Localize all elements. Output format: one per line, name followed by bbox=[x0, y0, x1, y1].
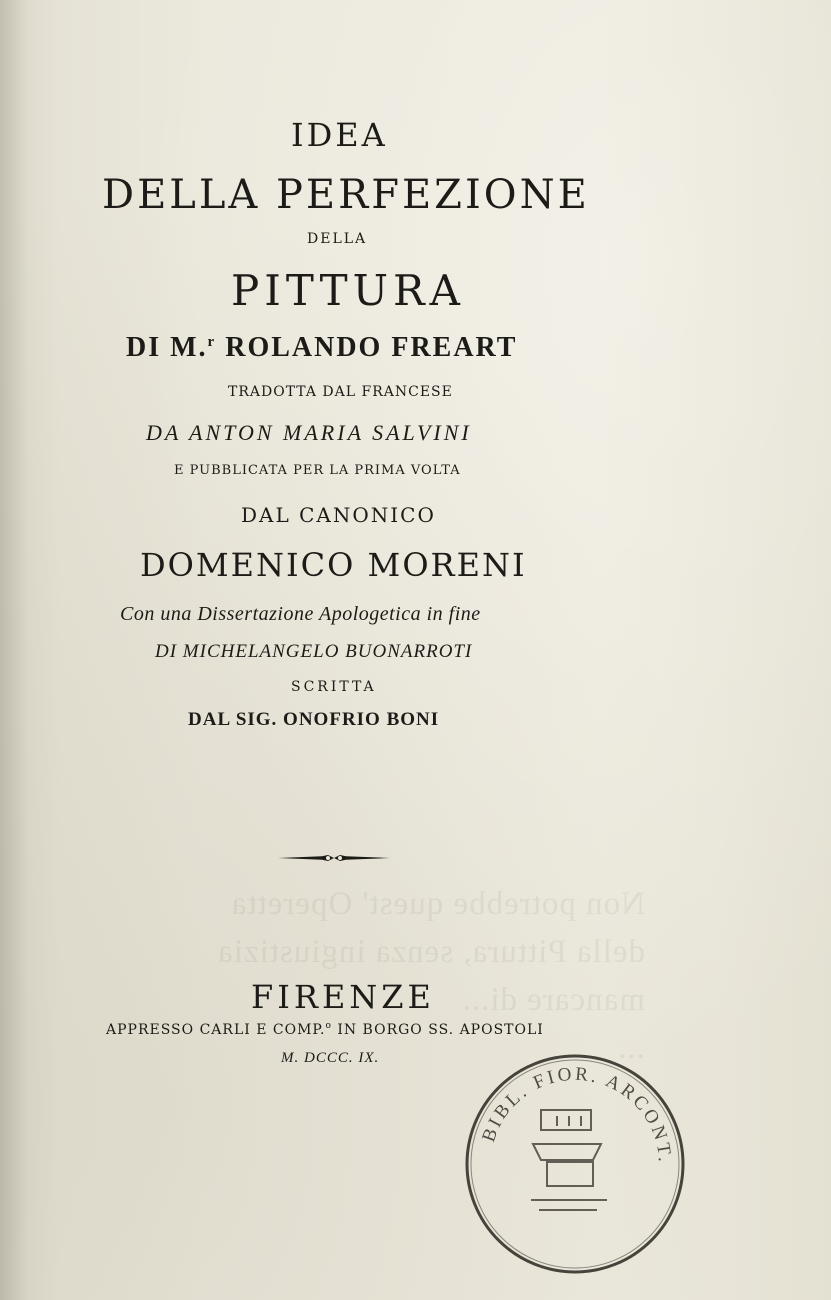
author-prefix: DI M. bbox=[126, 332, 208, 363]
bleed-line: ... bbox=[617, 1030, 645, 1066]
stamp-emblem-icon bbox=[531, 1110, 607, 1210]
title-line-perfezione: DELLA PERFEZIONE bbox=[102, 172, 590, 218]
author-sup: r bbox=[207, 334, 217, 350]
dissertation-line: Con una Dissertazione Apologetica in fine bbox=[120, 603, 481, 625]
stamp-text: BIBL. FIOR. ARCONT. bbox=[478, 1063, 676, 1165]
publisher-line bbox=[106, 1021, 831, 1038]
publisher-sup: o bbox=[325, 1021, 332, 1031]
publisher-b: IN BORGO SS. APOSTOLI bbox=[331, 1022, 544, 1038]
translator-line: DA ANTON MARIA SALVINI bbox=[146, 420, 472, 445]
title-line-pittura: PITTURA bbox=[231, 266, 466, 315]
editor-intro-line: DAL CANONICO bbox=[241, 503, 436, 527]
bleed-line: Non potrebbe quest' Operetta bbox=[230, 886, 645, 922]
publisher-a: APPRESSO CARLI E COMP. bbox=[106, 1022, 326, 1038]
editor-line: DOMENICO MORENI bbox=[140, 546, 527, 584]
bleed-line: mancare di... bbox=[461, 982, 645, 1018]
bleed-through-text bbox=[85, 880, 645, 1070]
date-line: M. DCCC. IX. bbox=[281, 1050, 380, 1066]
library-stamp bbox=[461, 1050, 689, 1278]
title-line-della: DELLA bbox=[307, 231, 368, 247]
city-line: FIRENZE bbox=[251, 978, 435, 1016]
author-name: ROLANDO FREART bbox=[216, 332, 518, 363]
author-line bbox=[126, 332, 831, 364]
subject-line: DI MICHELANGELO BUONARROTI bbox=[155, 641, 473, 662]
writer-line: DAL SIG. ONOFRIO BONI bbox=[188, 709, 440, 730]
page-edge-shadow bbox=[0, 0, 28, 1300]
ornament-divider-icon bbox=[278, 851, 390, 865]
written-line: SCRITTA bbox=[291, 679, 377, 695]
translated-line: TRADOTTA DAL FRANCESE bbox=[228, 384, 453, 400]
bleed-line: della Pittura, senza ingiustizia bbox=[217, 934, 645, 970]
title-line-idea: IDEA bbox=[291, 116, 388, 154]
published-line: E PUBBLICATA PER LA PRIMA VOLTA bbox=[174, 463, 461, 478]
